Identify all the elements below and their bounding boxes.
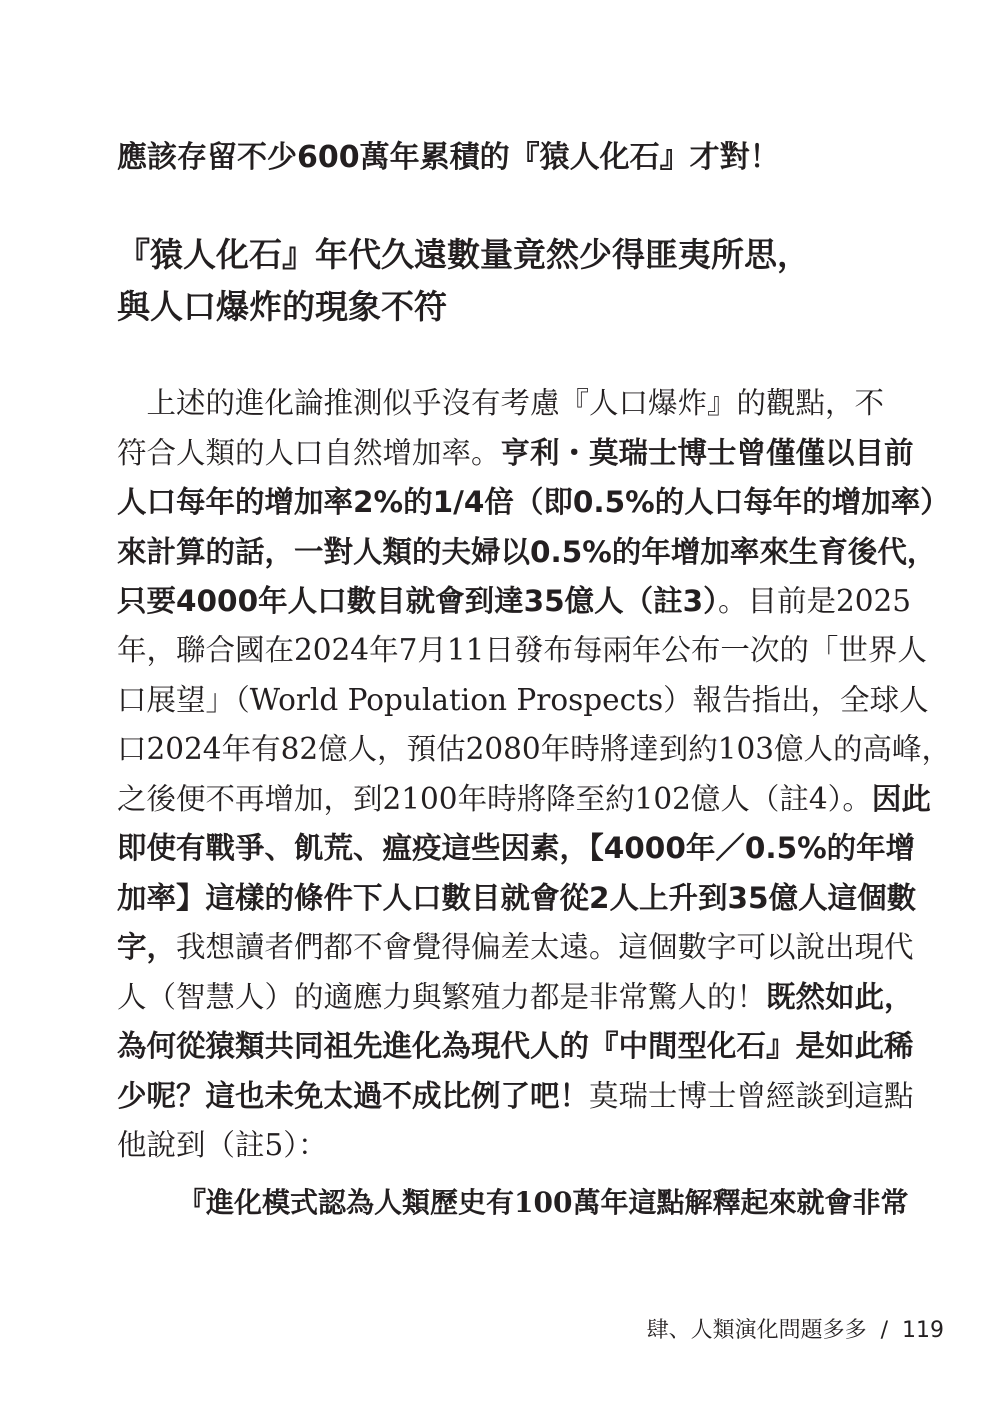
body-text-regular: 年，聯合國在2024年7月11日發布每兩年公布一次的「世界人 [117, 633, 927, 667]
section-heading-line-1: 『猿人化石』年代久遠數量竟然少得匪夷所思， [117, 235, 810, 274]
body-text-regular: 口展望」（World Population Prospects）報告指出，全球人 [117, 683, 929, 717]
section-subheading: 應該存留不少600萬年累積的『猿人化石』才對！ [117, 140, 780, 175]
body-line [117, 480, 950, 530]
body-text-bold: 加率】這樣的條件下人口數目就會從2人上升到35億人這個數 [117, 881, 917, 915]
body-text-regular: 我想讀者們都不會覺得偏差太遠。這個數字可以說出現代 [176, 930, 914, 964]
running-footer [647, 1314, 944, 1348]
body-line [117, 381, 899, 431]
body-text-bold: 只要4000年人口數目就會到達35億人（註3） [117, 584, 718, 618]
body-text-bold: 亨利・莫瑞士博士曾僅僅以目前 [500, 436, 914, 470]
chapter-title: 肆、人類演化問題多多 [646, 1318, 867, 1343]
body-text-bold: 字， [117, 930, 177, 964]
body-text-bold: 既然如此， [766, 980, 914, 1014]
body-line [117, 777, 931, 827]
body-text-regular: 上述的進化論推測似乎沒有考慮『人口爆炸』的觀點，不 [117, 386, 885, 420]
body-text-regular: 口2024年有82億人，預估2080年時將達到約103億人的高峰， [117, 732, 951, 766]
section-heading-line-2: 與人口爆炸的現象不符 [117, 287, 447, 326]
body-text-bold: 為何從猿類共同祖先進化為現代人的『中間型化石』是如此稀 [117, 1029, 914, 1063]
body-text-bold: 因此 [871, 782, 931, 816]
body-line [117, 1074, 914, 1124]
body-line [117, 628, 927, 678]
body-text-bold: 來計算的話，一對人類的夫婦以0.5%的年增加率來生育後代， [117, 535, 937, 569]
body-line [117, 530, 937, 580]
body-line [117, 727, 951, 777]
body-text-regular: 人（智慧人）的適應力與繁殖力都是非常驚人的！ [117, 980, 767, 1014]
body-line [117, 925, 914, 975]
body-text-regular: 他說到（註5）： [117, 1128, 328, 1162]
body-line [117, 876, 917, 926]
body-line [117, 431, 914, 481]
body-text-regular: 之後便不再增加，到2100年時將降至約102億人（註4）。 [117, 782, 872, 816]
body-text-regular: 。目前是2025 [717, 584, 912, 618]
body-line [117, 579, 912, 629]
body-line [117, 826, 916, 876]
body-text-bold: 人口每年的增加率2%的1/4倍（即0.5%的人口每年的增加率） [117, 485, 950, 519]
page-number: 119 [902, 1318, 944, 1343]
body-line [117, 678, 929, 728]
body-text-bold: 少呢？這也未免太過不成比例了吧！ [117, 1079, 590, 1113]
body-text-regular: 莫瑞士博士曾經談到這點 [589, 1079, 914, 1113]
body-line [117, 1123, 899, 1173]
body-text-bold: 即使有戰爭、飢荒、瘟疫這些因素，【4000年／0.5%的年增 [117, 831, 916, 865]
body-line [117, 975, 914, 1025]
block-quote-line: 『進化模式認為人類歷史有100萬年這點解釋起來就會非常 [178, 1186, 909, 1219]
body-text-regular: 符合人類的人口自然增加率。 [117, 436, 501, 470]
body-line [117, 1024, 914, 1074]
footer-separator: / [880, 1318, 888, 1343]
